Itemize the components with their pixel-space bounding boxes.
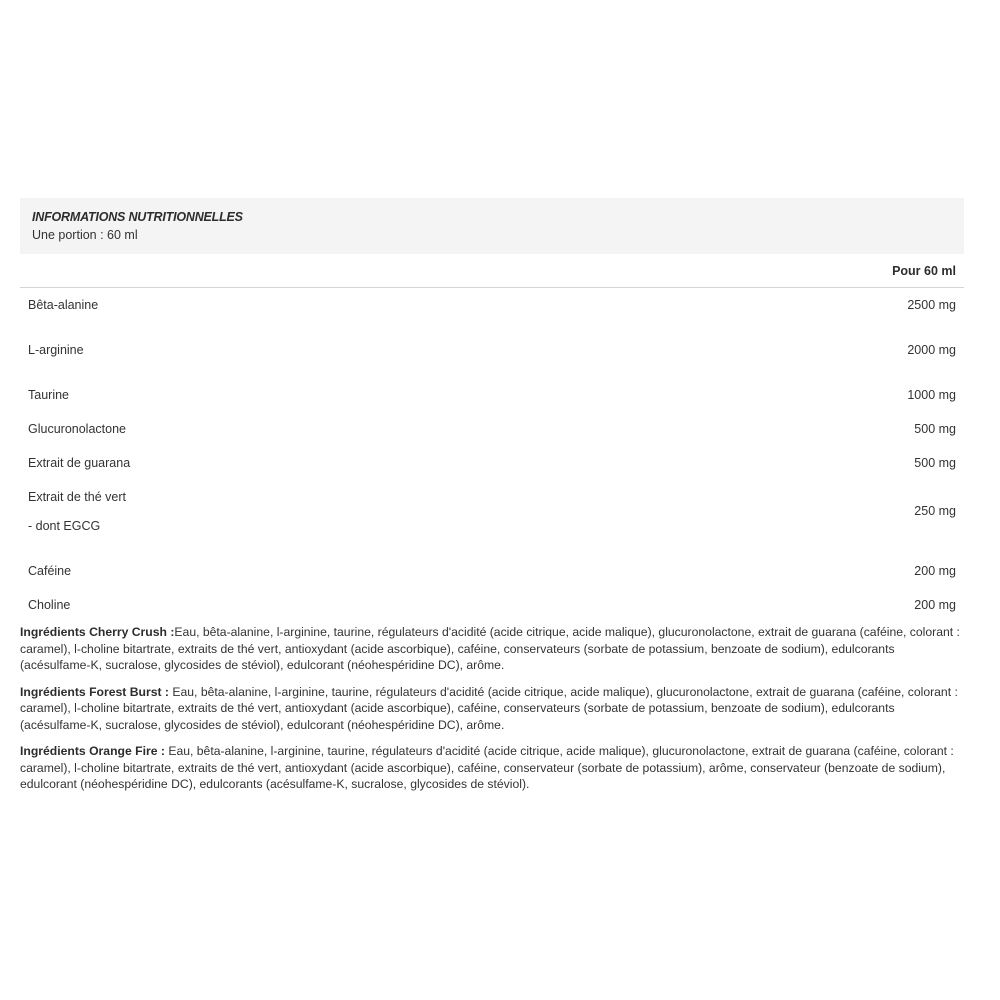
portion-size: Une portion : 60 ml <box>32 228 138 242</box>
ingredients-label: Ingrédients Orange Fire : <box>20 744 165 758</box>
nutrition-row <box>20 378 964 412</box>
nutrient-name: Caféine <box>28 564 72 578</box>
nutrition-panel <box>20 198 964 622</box>
nutrition-header <box>20 198 964 254</box>
ingredients-section <box>20 624 962 803</box>
nutrient-name: Extrait de thé vert <box>28 490 126 504</box>
ingredients-text: Eau, bêta-alanine, l-arginine, taurine, régulateurs d'acidité (acide citrique, acide malique), glucuronolactone, extrait de guarana (caféine, colorant : caramel), l-choline bitartrate, extraits de thé vert, antioxydant (acide ascorbique), caféine, conservateur (sorbate de potassium), arôme, conservateur (benzoate de sodium), edulcorant (néohespéridine DC), edulcorants (acésulfame-K, sucralose, glycosides de stéviol). <box>20 744 954 791</box>
column-header-row <box>20 254 964 288</box>
nutrition-row <box>20 333 964 378</box>
nutrient-amount: 2000 mg <box>907 343 956 357</box>
nutrition-row <box>20 554 964 588</box>
nutrition-row <box>20 412 964 446</box>
ingredients-label: Ingrédients Cherry Crush : <box>20 625 175 639</box>
nutrient-name: Glucuronolactone <box>28 422 126 436</box>
nutrient-subname: - dont EGCG <box>28 519 101 533</box>
ingredients-forest-burst <box>20 684 962 734</box>
nutrient-amount: 250 mg <box>914 504 956 518</box>
nutrient-name: Choline <box>28 598 71 612</box>
nutrient-amount: 200 mg <box>914 598 956 612</box>
ingredients-orange-fire <box>20 743 962 793</box>
ingredients-text: Eau, bêta-alanine, l-arginine, taurine, régulateurs d'acidité (acide citrique, acide malique), glucuronolactone, extrait de guarana (caféine, colorant : caramel), l-choline bitartrate, extraits de thé vert, antioxydant (acide ascorbique), caféine, conservateurs (sorbate de potassium, benzoate de sodium), edulcorants (acésulfame-K, sucralose, glycosides de stéviol), edulcorant (néohespéridine DC), arôme. <box>20 625 960 672</box>
nutrient-amount: 1000 mg <box>907 388 956 402</box>
nutrient-amount: 500 mg <box>914 456 956 470</box>
ingredients-cherry-crush <box>20 624 962 674</box>
nutrient-amount: 2500 mg <box>907 298 956 312</box>
ingredients-text: Eau, bêta-alanine, l-arginine, taurine, régulateurs d'acidité (acide citrique, acide malique), glucuronolactone, extrait de guarana (caféine, colorant : caramel), l-choline bitartrate, extraits de thé vert, antioxydant (acide ascorbique), caféine, conservateurs (sorbate de potassium, benzoate de sodium), edulcorants (acésulfame-K, sucralose, glycosides de stéviol), edulcorant (néohespéridine DC), arôme. <box>20 684 958 732</box>
nutrient-amount: 200 mg <box>914 564 956 578</box>
nutrient-name: Bêta-alanine <box>28 298 99 312</box>
nutrition-row <box>20 288 964 333</box>
nutrient-amount: 500 mg <box>914 422 956 436</box>
nutrient-name: Taurine <box>28 388 69 402</box>
column-header-per-60ml: Pour 60 ml <box>892 264 956 278</box>
nutrition-title: INFORMATIONS NUTRITIONNELLES <box>32 210 243 224</box>
nutrition-row <box>20 588 964 622</box>
nutrient-name: L-arginine <box>28 343 84 357</box>
nutrition-row <box>20 446 964 480</box>
nutrition-row <box>20 480 964 554</box>
ingredients-label: Ingrédients Forest Burst : <box>20 684 169 699</box>
nutrient-name: Extrait de guarana <box>28 456 131 470</box>
